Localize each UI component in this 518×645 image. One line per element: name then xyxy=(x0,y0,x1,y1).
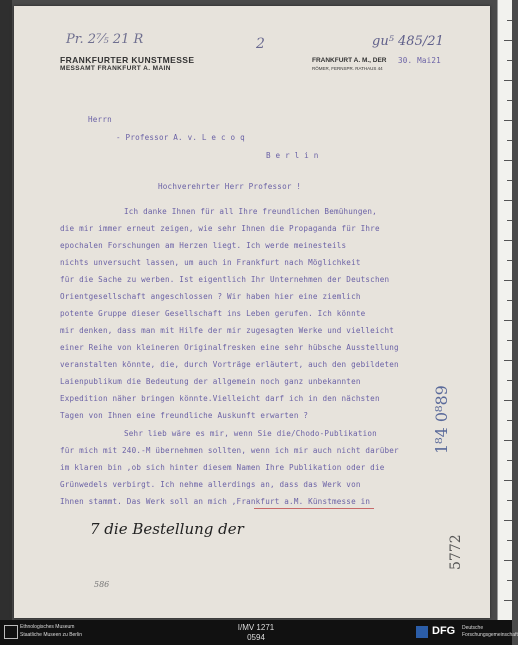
body-line: veranstalten könnte, die, durch Vorträge erläutert, auch den gebildeten xyxy=(60,360,399,369)
body-line: im klaren bin ,ob sich hinter diesem Namen Ihre Publikation oder die xyxy=(60,463,385,472)
body-line: Grünwedels verbirgt. Ich nehme allerdings an, dass das Werk von xyxy=(60,480,361,489)
body-line: mir denken, dass man mit Hilfe der mir zugesagten Werke und vielleicht xyxy=(60,326,395,335)
side-number: 5772 xyxy=(448,534,464,570)
body-line: potente Gruppe dieser Gesellschaft ins Leben gerufen. Ich könnte xyxy=(60,309,366,318)
letter-greeting: Hochverehrter Herr Professor ! xyxy=(158,182,302,191)
handwritten-ref: Pr. 2⁷⁄₅ 21 R xyxy=(66,32,144,47)
museum-name: Ethnologisches Museum xyxy=(20,624,75,630)
body-line: epochalen Forschungen am Herzen liegt. Ich werde meinesteils xyxy=(60,241,347,250)
body-line: Orientgesellschaft angeschlossen ? Wir haben hier eine ziemlich xyxy=(60,292,361,301)
body-line: Ich danke Ihnen für all Ihre freundlichen Bemühungen, xyxy=(124,207,377,216)
letter-page xyxy=(14,6,490,618)
body-line: nichts unversucht lassen, um auch in Frankfurt nach Möglichkeit xyxy=(60,258,361,267)
address-name: - Professor A. v. L e c o q xyxy=(116,133,245,142)
body-line: Laienpublikum die Bedeutung der allgemein noch ganz unbekannten xyxy=(60,377,361,386)
body-line: Sehr lieb wäre es mir, wenn Sie die/Chodo-Publikation xyxy=(124,429,377,438)
body-line: Ihnen stammt. Das Werk soll an mich ,Frankfurt a.M. Künstmesse in xyxy=(60,497,371,506)
ink-annotation: 7 die Bestellung der xyxy=(90,520,244,538)
body-line: Tagen von Ihnen eine freundliche Auskunft erwarten ? xyxy=(60,411,309,420)
company-office: MESSAMT FRANKFURT A. MAIN xyxy=(60,65,171,72)
archive-footer xyxy=(0,620,518,645)
company-name: FRANKFURTER KUNSTMESSE xyxy=(60,55,195,65)
museum-subtitle: Staatliche Museen zu Berlin xyxy=(20,632,82,638)
body-line: für die Sache zu werben. Ist eigentlich Ihr Unternehmen der Deutschen xyxy=(60,275,390,284)
scanner-background xyxy=(0,0,12,620)
body-line: Expedition näher bringen könnte.Vielleicht darf ich in den nächsten xyxy=(60,394,380,403)
address-salutation: Herrn xyxy=(88,115,112,124)
side-stamp: 1⁸4 0⁸89 xyxy=(432,385,451,454)
inventory-id: I/MV 1271 xyxy=(237,623,275,632)
page-number: 2 xyxy=(256,36,265,52)
dfg-logo-icon xyxy=(416,626,428,638)
red-underline xyxy=(254,508,374,509)
museum-logo-icon xyxy=(4,625,18,639)
letter-date: 30. Mai21 xyxy=(398,56,441,65)
dfg-subtitle-2: Forschungsgemeinschaft xyxy=(462,632,518,638)
reference-number: gu⁵ 485/21 xyxy=(372,34,444,49)
body-line: die mir immer erneut zeigen, wie sehr Ihnen die Propaganda für Ihre xyxy=(60,224,380,233)
dfg-subtitle-1: Deutsche xyxy=(462,625,484,631)
address-city: B e r l i n xyxy=(266,151,319,160)
scale-ruler xyxy=(497,0,512,620)
letterhead-address: RÖMER, FERNSPR. RATHAUS 44 xyxy=(312,66,383,71)
dfg-logo: DFG xyxy=(432,625,456,637)
pencil-number: 586 xyxy=(94,580,110,589)
body-line: einer Reihe von kleineren Originalfresken eine sehr hübsche Ausstellung xyxy=(60,343,399,352)
image-page-number: 0594 xyxy=(247,633,265,642)
letterhead-city: FRANKFURT A. M., DER xyxy=(312,57,387,64)
body-line: für mich mit 240.-M übernehmen sollten, wenn ich mir auch nicht darüber xyxy=(60,446,399,455)
